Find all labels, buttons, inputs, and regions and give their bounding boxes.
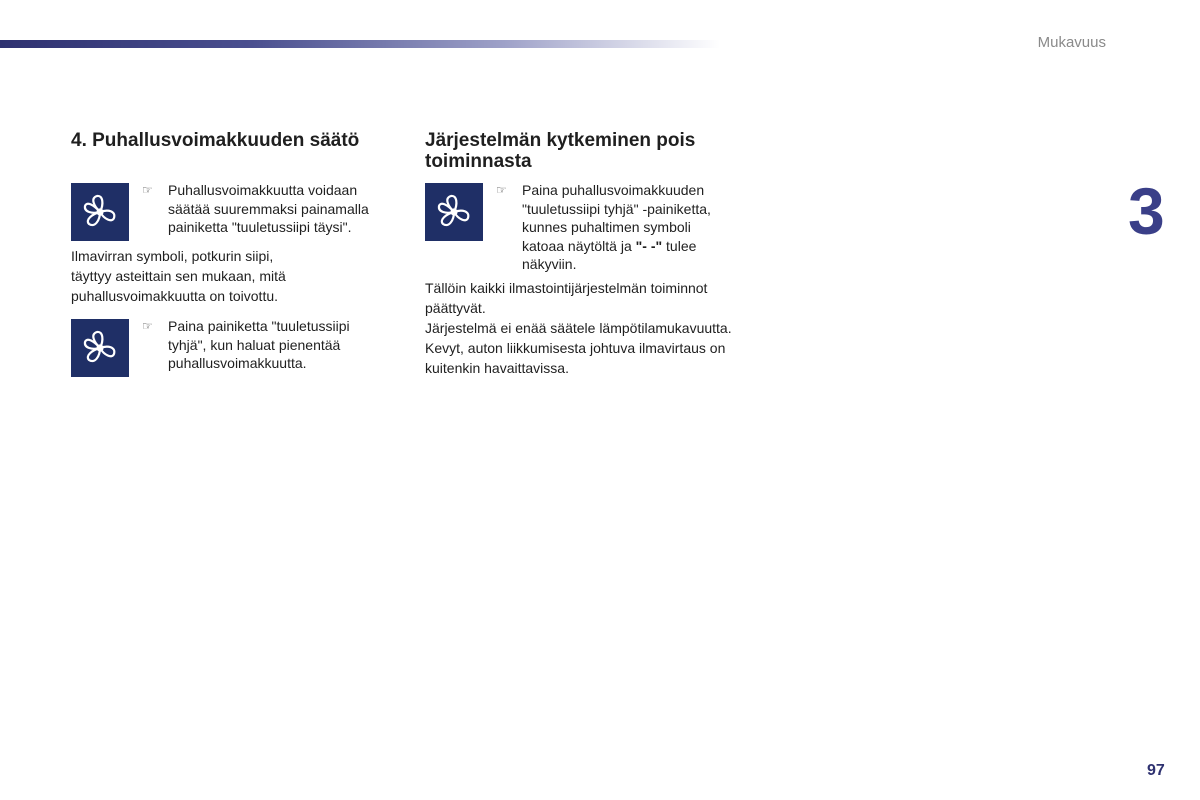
bullet-increase-fan bbox=[142, 181, 392, 237]
paragraph-line: Järjestelmä ei enää säätele lämpötilamukavuutta. bbox=[425, 320, 732, 336]
bullet-line-prefix: katoaa näytöltä ja bbox=[522, 237, 636, 254]
fan-icon bbox=[425, 183, 483, 241]
hand-pointer-icon: ☞ bbox=[142, 319, 153, 333]
paragraph-line: kuitenkin havaittavissa. bbox=[425, 360, 569, 376]
bullet-line: kunnes puhaltimen symboli bbox=[522, 219, 691, 235]
bullet-decrease-fan bbox=[142, 317, 392, 373]
chapter-number: 3 bbox=[1128, 174, 1165, 248]
bullet-line: Paina painiketta "tuuletussiipi bbox=[168, 318, 350, 334]
paragraph-line: Tällöin kaikki ilmastointijärjestelmän toiminnot bbox=[425, 280, 708, 296]
chapter-name: Mukavuus bbox=[1037, 34, 1106, 51]
paragraph-system-off bbox=[425, 278, 732, 378]
paragraph-line: täyttyy asteittain sen mukaan, mitä bbox=[71, 268, 286, 284]
title-line: Järjestelmän kytkeminen pois bbox=[425, 130, 696, 151]
bullet-line: painiketta "tuuletussiipi täysi". bbox=[168, 219, 352, 235]
fan-icon bbox=[71, 183, 129, 241]
bullet-line: Paina puhallusvoimakkuuden bbox=[522, 182, 705, 198]
fan-icon-graphic bbox=[434, 192, 474, 232]
fan-icon-graphic bbox=[80, 328, 120, 368]
section-title-system-off bbox=[425, 130, 695, 172]
bullet-line bbox=[522, 237, 756, 256]
bullet-turn-off bbox=[496, 181, 756, 274]
paragraph-line: Ilmavirran symboli, potkurin siipi, bbox=[71, 248, 274, 264]
header-gradient-bar bbox=[0, 40, 720, 48]
dashes-symbol: "- -" bbox=[635, 237, 663, 254]
paragraph-line: puhallusvoimakkuutta on toivottu. bbox=[71, 288, 279, 304]
bullet-line: tyhjä", kun haluat pienentää bbox=[168, 336, 341, 353]
bullet-line: näkyviin. bbox=[522, 256, 577, 272]
hand-pointer-icon: ☞ bbox=[142, 183, 153, 197]
paragraph-airflow-symbol bbox=[71, 246, 286, 306]
title-line: toiminnasta bbox=[425, 151, 532, 172]
bullet-line: puhallusvoimakkuutta. bbox=[168, 355, 307, 371]
fan-icon bbox=[71, 319, 129, 377]
paragraph-line: Kevyt, auton liikkumisesta johtuva ilmavirtaus on bbox=[425, 340, 726, 356]
paragraph-line: päättyvät. bbox=[425, 300, 486, 316]
bullet-line: Puhallusvoimakkuutta voidaan bbox=[168, 182, 358, 198]
section-title-fan-speed: 4. Puhallusvoimakkuuden säätö bbox=[71, 130, 360, 151]
bullet-line: "tuuletussiipi tyhjä" -painiketta, bbox=[522, 200, 711, 217]
bullet-line: säätää suuremmaksi painamalla bbox=[168, 200, 369, 217]
page-number: 97 bbox=[1147, 762, 1165, 779]
bullet-line-suffix: tulee bbox=[662, 237, 697, 254]
fan-icon-graphic bbox=[80, 192, 120, 232]
hand-pointer-icon: ☞ bbox=[496, 183, 507, 197]
